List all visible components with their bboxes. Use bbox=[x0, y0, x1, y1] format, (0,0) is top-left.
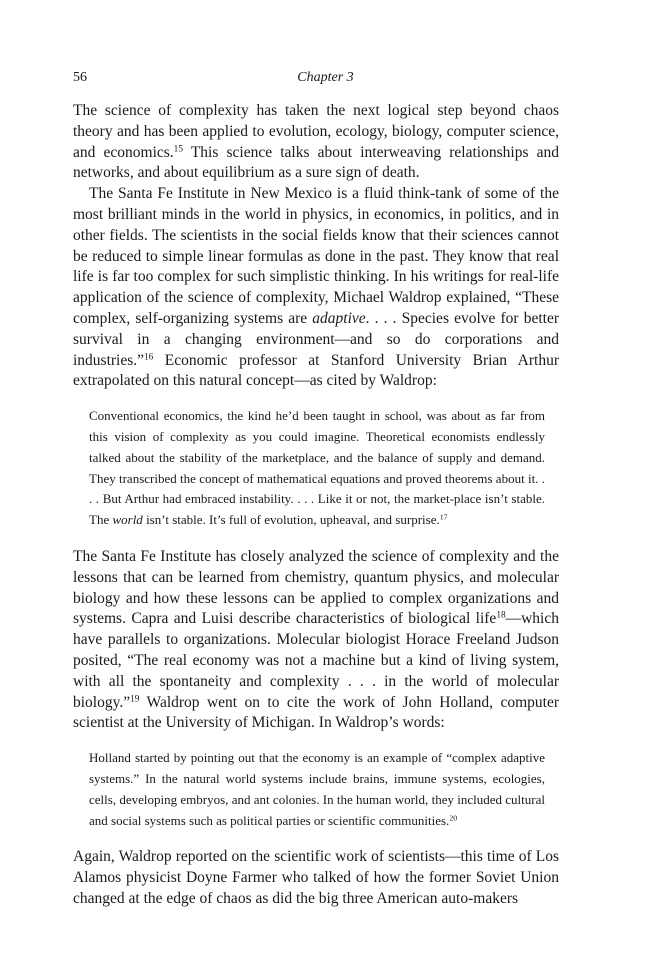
footnote-ref: 15 bbox=[173, 144, 183, 155]
paragraph-text: Again, Waldrop reported on the scientific work of scientists—this time of Los Alamos physicist Doyne Farmer who talked of how the former Soviet Union changed at the edge of chaos as did the big three American auto-makers bbox=[73, 848, 559, 907]
paragraph-lessons bbox=[73, 547, 559, 734]
quote-text: Conventional economics, the kind he’d been taught in school, was about as far from this vision of complexity as you could imagine. Theoretical economists endlessly talked about the stability of the marketplace, and the balance of supply and demand. They transcribed the concept of mathematical equations and proved theorems about it. . . . But Arthur had embraced instability. . . . Like it or not, the market-place isn’t stable. The bbox=[89, 408, 545, 528]
paragraph-text: Waldrop went on to cite the work of John Holland, computer scientist at the University of Michigan. In Waldrop’s words: bbox=[73, 693, 559, 732]
running-header bbox=[73, 70, 578, 90]
footnote-ref: 19 bbox=[130, 693, 140, 704]
paragraph-text: The Santa Fe Institute has closely analyzed the science of complexity and the lessons that can be learned from chemistry, quantum physics, and molecular biology and how these lessons can be applied to complex organizations and systems. Capra and Luisi describe characteristics of biological life bbox=[73, 547, 559, 628]
body-text bbox=[73, 101, 559, 910]
paragraph-text: Economic professor at Stanford University Brian Arthur extrapolated on this natural concept—as cited by Waldrop: bbox=[73, 351, 559, 390]
block-quote-holland bbox=[89, 748, 559, 831]
paragraph-text: —which have parallels to organizations. Molecular biologist Horace Freeland Judson posited, “The real economy was not a machine but a kind of living system, with all the spontaneity and complexity . . . in the world of molecular biology.” bbox=[73, 610, 559, 711]
paragraph-complexity-science bbox=[73, 101, 559, 184]
page-number: 56 bbox=[73, 70, 87, 85]
paragraph-text: The Santa Fe Institute in New Mexico is a fluid think-tank of some of the most brilliant minds in the world in physics, in economics, in politics, and in other fields. The scientists in the social fields know that their sciences cannot be reduced to simple linear formulas as done in the past. They know that real life is far too complex for such simplistic thinking. In his writings for real-life application of the science of complexity, Michael Waldrop explained, “These complex, self-organizing systems are bbox=[73, 185, 559, 327]
block-quote-arthur bbox=[89, 406, 559, 531]
emphasis: adaptive bbox=[312, 309, 366, 327]
paragraph-text: . . . . Species evolve for better survival in a changing environment—and so do corporations and industries.” bbox=[73, 309, 559, 369]
footnote-ref: 17 bbox=[439, 512, 448, 522]
chapter-title: Chapter 3 bbox=[297, 70, 354, 85]
quote-text: isn’t stable. It’s full of evolution, upheaval, and surprise. bbox=[142, 512, 440, 528]
paragraph-santa-fe-institute bbox=[73, 184, 559, 392]
paragraph-farmer bbox=[73, 847, 559, 909]
footnote-ref: 20 bbox=[449, 812, 458, 822]
footnote-ref: 16 bbox=[144, 351, 154, 362]
quote-text: Holland started by pointing out that the economy is an example of “complex adaptive systems.” In the natural world systems include brains, immune systems, ecologies, cells, developing embryos, and ant colonies. In the human world, they included cultural and social systems such as political parties or scientific communities. bbox=[89, 750, 545, 828]
footnote-ref: 18 bbox=[496, 610, 506, 621]
paragraph-text: This science talks about interweaving relationships and networks, and about equilibrium as a sure sign of death. bbox=[73, 143, 559, 182]
emphasis: world bbox=[112, 512, 143, 528]
paragraph-text: The science of complexity has taken the next logical step beyond chaos theory and has been applied to evolution, ecology, biology, computer science, and economics. bbox=[73, 102, 559, 161]
